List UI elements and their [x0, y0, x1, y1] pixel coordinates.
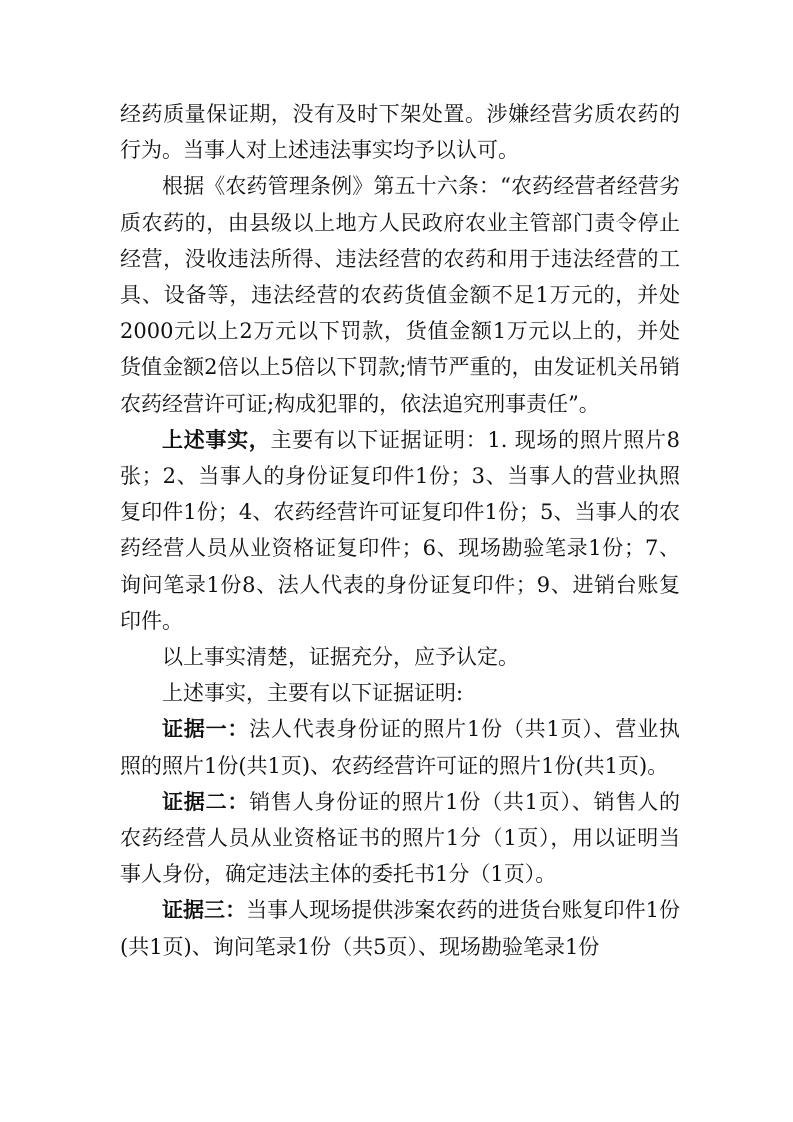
paragraph-evidence-3 — [120, 892, 680, 964]
paragraph-conclusion: 以上事实清楚，证据充分，应予认定。 — [162, 645, 519, 670]
paragraph-continuation: 经药质量保证期，没有及时下架处置。涉嫌经营劣质农药的行为。当事人对上述违法事实均予以认可。 — [120, 102, 680, 163]
evidence-3-body: 当事人现场提供涉案农药的进货台账复印件1份(共1页)、询问笔录1份（共5页）、现场勘验笔录1份 — [120, 898, 681, 959]
evidence-3-label: 证据三： — [162, 897, 247, 923]
evidence-1-body: 法人代表身份证的照片1份（共1页）、营业执照的照片1份(共1页)、农药经营许可证的照片1份(共1页)。 — [120, 717, 680, 778]
paragraph-legal-basis: 根据《农药管理条例》第五十六条：“农药经营者经营劣质农药的，由县级以上地方人民政府农业主管部门责令停止经营，没收违法所得、违法经营的农药和用于违法经营的工具、设备等，违法经营的农药货值金额不足1万元的，并处2000元以上2万元以下罚款，货值金额1万元以上的，并处货值金额2倍以上5倍以下罚款;情节严重的，由发证机关吊销农药经营许可证;构成犯罪的，依法追究刑事责任”。 — [120, 174, 680, 416]
facts-body: 主要有以下证据证明：1. 现场的照片照片8张；2、当事人的身份证复印件1份；3、当事人的营业执照复印件1份；4、农药经营许可证复印件1份；5、当事人的农药经营人员从业资格证复印件；6、现场勘验笔录1份；7、询问笔录1份8、法人代表的身份证复印件；9、进销台账复印件。 — [120, 427, 681, 633]
evidence-2-body: 销售人身份证的照片1份（共1页）、销售人的农药经营人员从业资格证书的照片1分（1页），用以证明当事人身份，确定违法主体的委托书1分（1页）。 — [120, 789, 680, 887]
evidence-2-label: 证据二： — [162, 788, 250, 814]
paragraph-evidence-1 — [120, 711, 680, 783]
paragraph-facts-evidence — [120, 422, 680, 639]
document-page — [120, 96, 680, 965]
paragraph-evidence-2 — [120, 784, 680, 893]
paragraph-evidence-intro: 上述事实，主要有以下证据证明: — [162, 681, 464, 706]
evidence-1-label: 证据一： — [162, 716, 250, 742]
facts-heading: 上述事实， — [162, 426, 271, 452]
